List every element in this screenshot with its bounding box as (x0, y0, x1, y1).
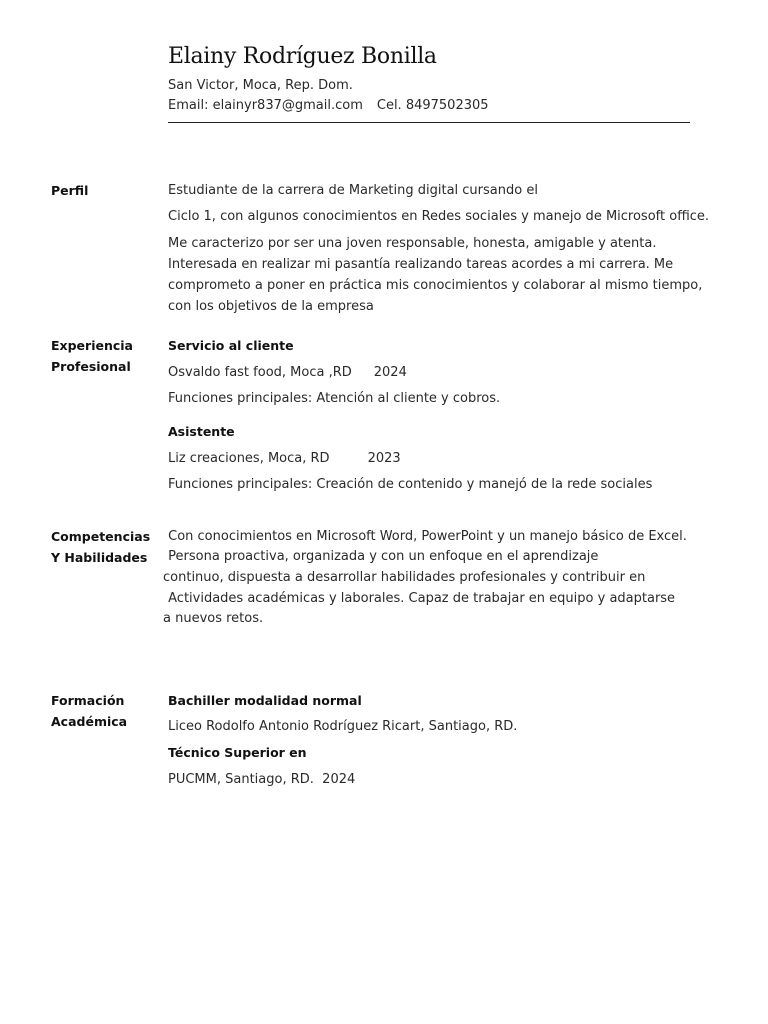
perfil-line: Interesada en realizar mi pasantía realizando tareas acordes a mi carrera. Me (168, 257, 674, 272)
education-title: Bachiller modalidad normal (168, 693, 362, 708)
section-label-formacion: Formación Académica (51, 693, 128, 729)
job-title: Asistente (168, 424, 235, 439)
job-year: 2023 (367, 451, 401, 466)
education-title: Técnico Superior en (168, 745, 307, 760)
education-detail: Liceo Rodolfo Antonio Rodríguez Ricart, Santiago, RD. (168, 719, 518, 734)
perfil-line: Ciclo 1, con algunos conocimientos en Redes sociales y manejo de Microsoft office. (168, 209, 710, 224)
candidate-name: Elainy Rodríguez Bonilla (168, 44, 437, 69)
job-functions: Funciones principales: Creación de contenido y manejó de la rede sociales (168, 477, 653, 492)
competencias-line: Actividades académicas y laborales. Capaz de trabajar en equipo y adaptarse (164, 591, 676, 606)
competencias-line: Con conocimientos en Microsoft Word, PowerPoint y un manejo básico de Excel. (164, 529, 687, 544)
phone: Cel. 8497502305 (376, 98, 489, 113)
perfil-line: Estudiante de la carrera de Marketing digital cursando el (168, 183, 538, 198)
section-label-competencias: Competencias Y Habilidades (51, 529, 151, 565)
competencias-line: continuo, dispuesta a desarrollar habilidades profesionales y contribuir en (163, 570, 646, 585)
job-company-line (168, 448, 401, 469)
section-label-perfil: Perfil (51, 183, 89, 198)
contact-line (168, 98, 489, 113)
perfil-line: Me caracterizo por ser una joven responsable, honesta, amigable y atenta. (168, 236, 657, 251)
job-company: Liz creaciones, Moca, RD (168, 451, 330, 466)
education-detail: PUCMM, Santiago, RD. 2024 (168, 772, 356, 787)
header-divider (168, 122, 690, 123)
job-year: 2024 (373, 365, 407, 380)
competencias-line: Persona proactiva, organizada y con un enfoque en el aprendizaje (164, 549, 599, 564)
job-title: Servicio al cliente (168, 338, 294, 353)
section-label-experiencia: Experiencia Profesional (51, 338, 133, 374)
job-company-line (168, 362, 407, 383)
competencias-line: a nuevos retos. (163, 611, 264, 626)
email: Email: elainyr837@gmail.com (168, 98, 363, 113)
job-functions: Funciones principales: Atención al cliente y cobros. (168, 391, 501, 406)
job-company: Osvaldo fast food, Moca ,RD (168, 365, 352, 380)
address: San Victor, Moca, Rep. Dom. (168, 78, 353, 93)
perfil-line: comprometo a poner en práctica mis conocimientos y colaborar al mismo tiempo, (168, 278, 703, 293)
perfil-line: con los objetivos de la empresa (168, 299, 374, 314)
